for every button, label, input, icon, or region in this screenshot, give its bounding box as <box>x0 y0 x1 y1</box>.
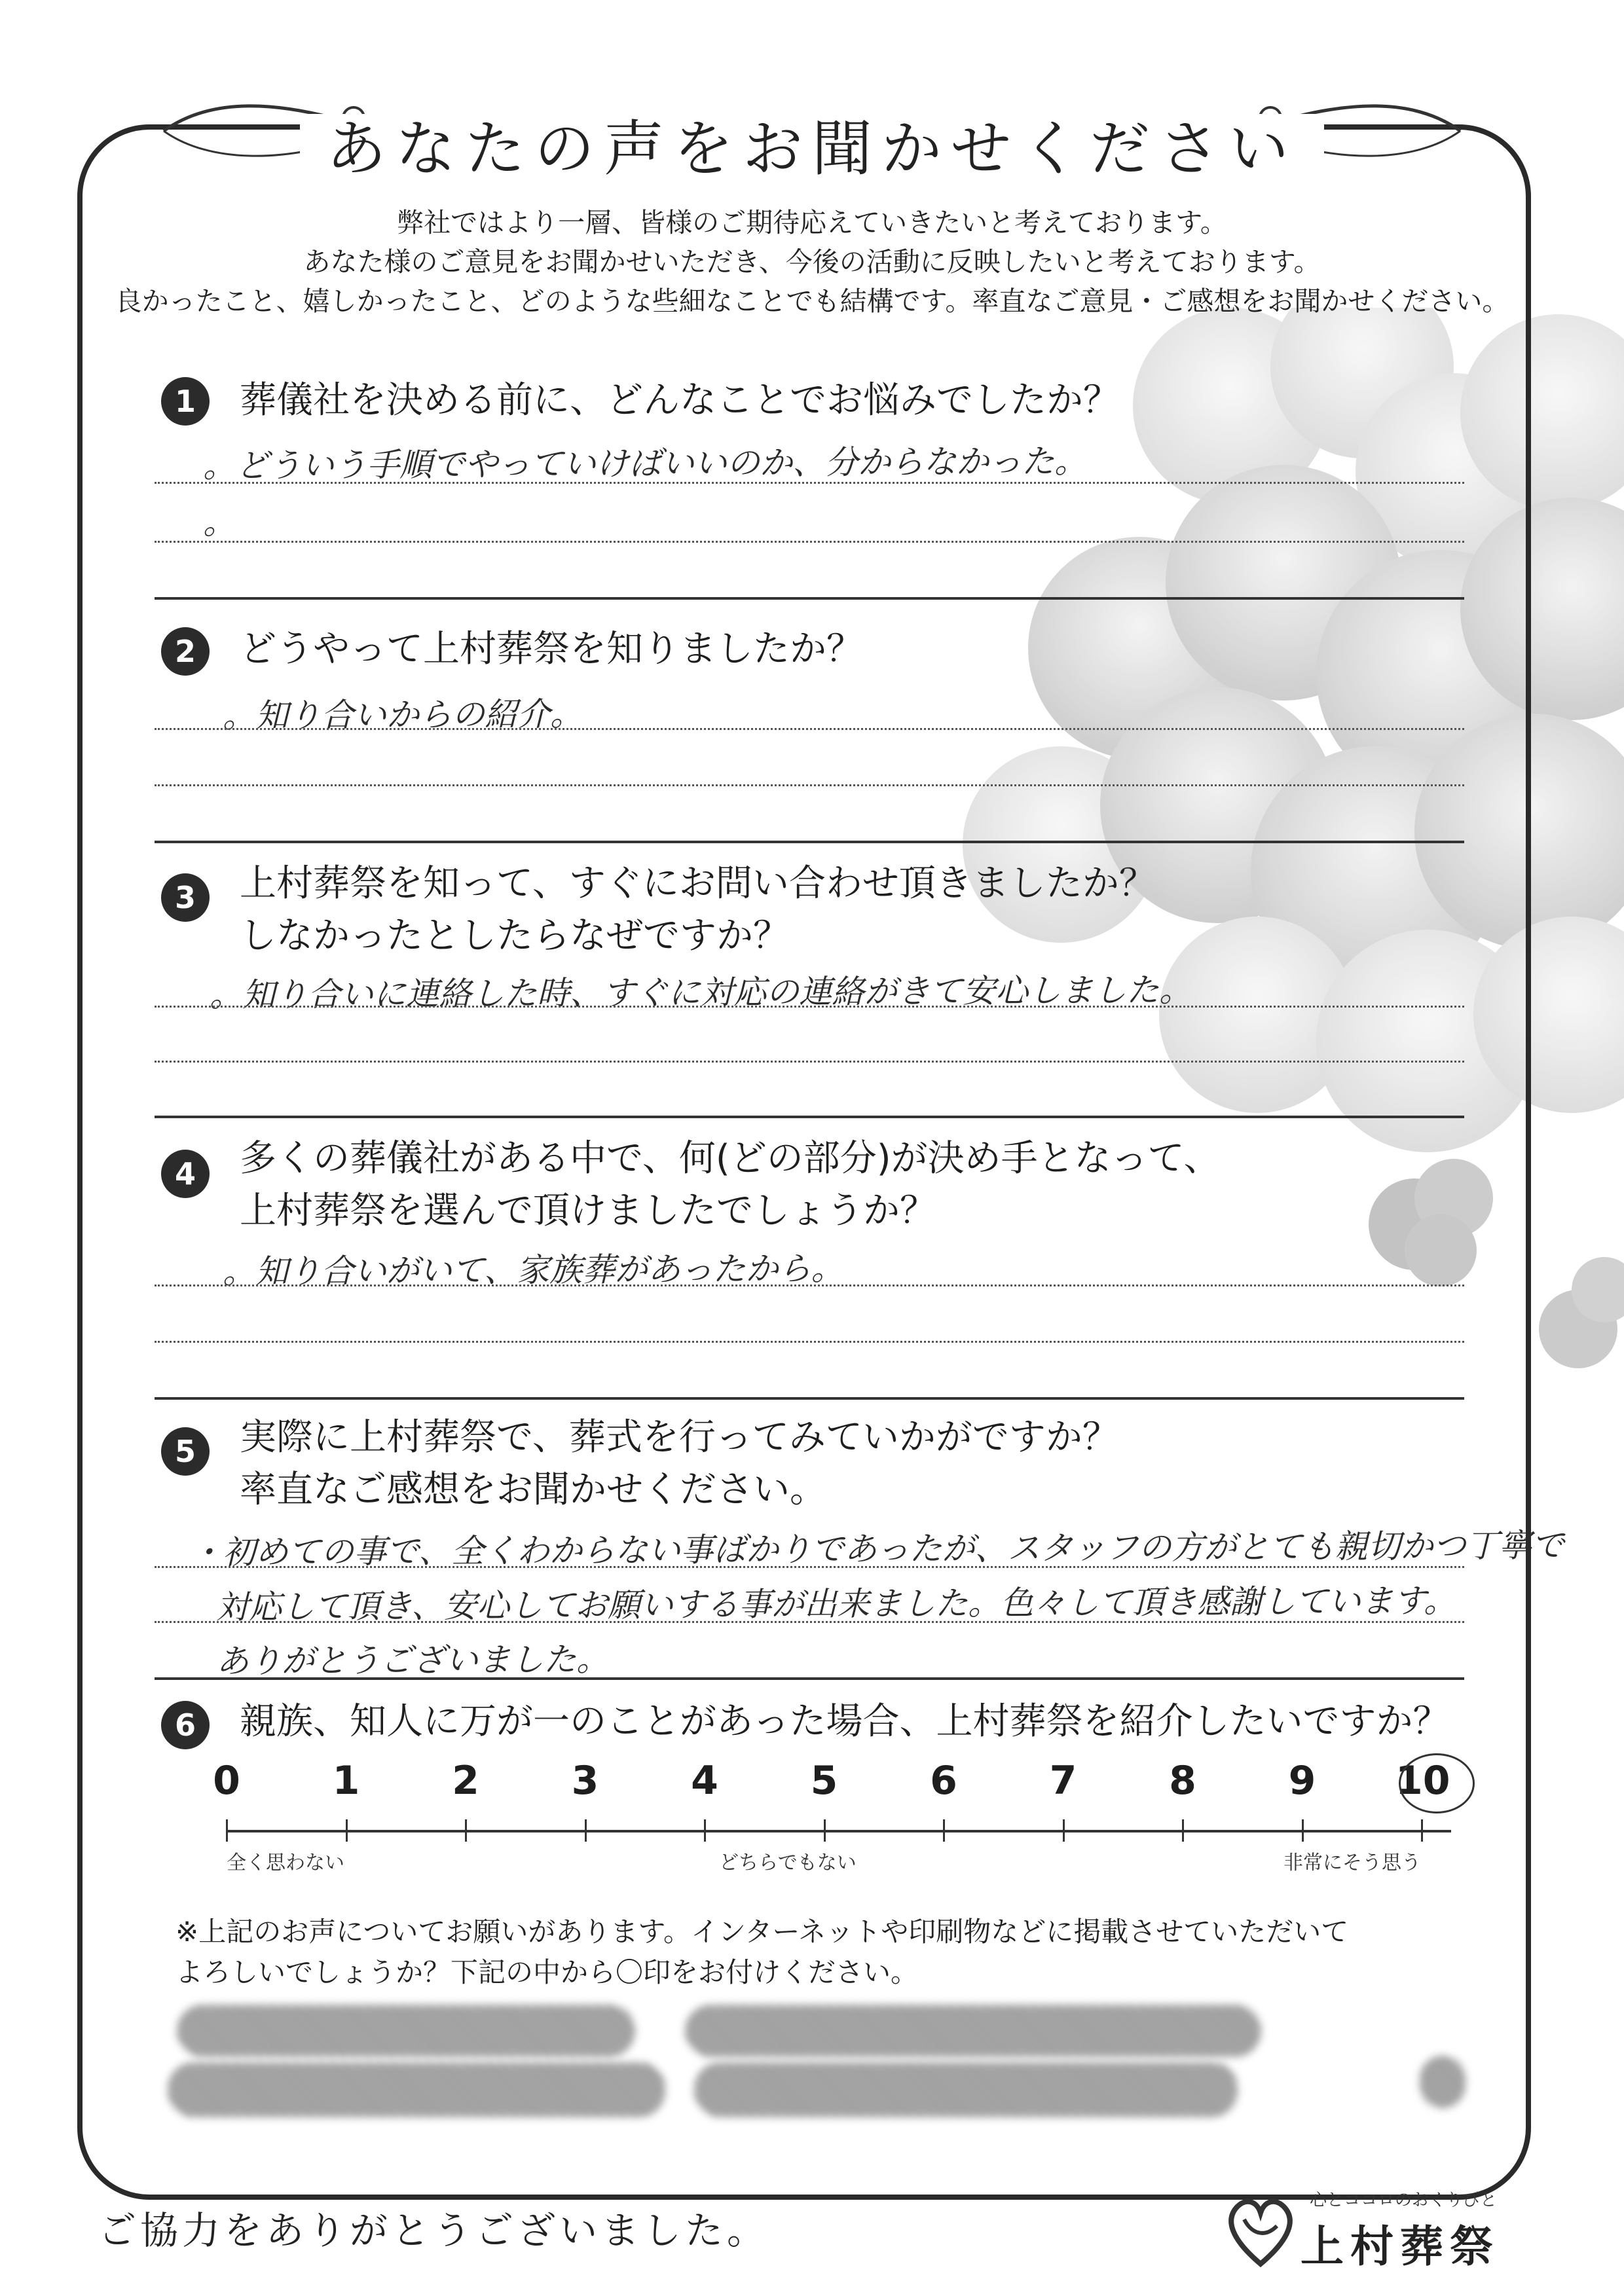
rating-scale-line <box>227 1830 1451 1832</box>
scale-tick <box>1063 1819 1065 1842</box>
answer-5-line-2: 対応して頂き、安心してお願いする事が出来ました。色々して頂き感謝しています。 <box>215 1582 1457 1626</box>
question-4-text-line-2: 上村葬祭を選んで頂けましたでしょうか？ <box>240 1190 936 1232</box>
answer-1-line-1: 。どういう手順でやっていけばいいのか、分からなかった。 <box>202 442 1088 485</box>
question-number-badge: 1 <box>161 377 210 426</box>
scale-number-2: 2 <box>452 1758 479 1804</box>
answer-rule <box>155 482 1464 484</box>
question-number-badge: 2 <box>161 627 210 676</box>
question-3-text-line-1: 上村葬祭を知って、すぐにお問い合わせ頂きましたか？ <box>240 862 1156 905</box>
thank-you-message: ご協力をありがとうございました。 <box>98 2208 769 2253</box>
scale-tick <box>1182 1819 1184 1842</box>
publication-notice <box>175 1912 1348 1993</box>
scale-number-9: 9 <box>1288 1758 1316 1804</box>
intro-line: 良かったこと、嬉しかったこと、どのような些細なことでも結構です。率直なご意見・ご感想をお聞かせください。 <box>115 285 1509 317</box>
section-divider <box>155 1116 1464 1118</box>
question-5-text-line-2: 率直なご感想をお聞かせください。 <box>240 1468 826 1511</box>
answer-rule <box>155 1566 1464 1568</box>
scale-number-3: 3 <box>571 1758 599 1804</box>
intro-line: 弊社ではより一層、皆様のご期待応えていきたいと考えております。 <box>397 207 1227 238</box>
question-6-text: 親族、知人に万が一のことがあった場合、上村葬祭を紹介したいですか？ <box>240 1700 1450 1743</box>
answer-rule <box>155 1621 1464 1623</box>
redacted-area <box>694 2062 1238 2117</box>
scale-tick <box>1302 1819 1304 1842</box>
section-divider <box>155 1397 1464 1400</box>
question-3-text-line-2: しなかったとしたらなぜですか？ <box>240 915 790 957</box>
answer-rule <box>155 1341 1464 1343</box>
question-number-badge: 3 <box>161 873 210 922</box>
scale-number-4: 4 <box>691 1758 718 1804</box>
answer-1-line-2: 。 <box>202 503 236 542</box>
scale-label-low: 全く思わない <box>227 1851 344 1874</box>
notice-line: よろしいでしょうか？下記の中から〇印をお付けください。 <box>175 1956 919 1988</box>
scale-tick <box>465 1819 467 1842</box>
scale-number-8: 8 <box>1169 1758 1196 1804</box>
answer-5-line-3: ありがとうございました。 <box>215 1640 610 1681</box>
question-4-text-line-1: 多くの葬儀社がある中で、何(どの部分)が決め手となって、 <box>240 1137 1221 1180</box>
answer-rule <box>155 541 1464 543</box>
scale-number-6: 6 <box>930 1758 957 1804</box>
section-divider <box>155 1677 1464 1680</box>
scale-tick <box>943 1819 945 1842</box>
answer-rule <box>155 1285 1464 1286</box>
redacted-area <box>1420 2056 1466 2108</box>
scale-tick <box>585 1819 587 1842</box>
selected-rating-circle <box>1399 1753 1475 1813</box>
question-number-badge: 4 <box>161 1150 210 1198</box>
scale-tick <box>346 1819 348 1842</box>
answer-rule <box>155 728 1464 730</box>
title-area <box>0 92 1624 196</box>
redacted-area <box>168 2062 665 2117</box>
scale-number-5: 5 <box>810 1758 838 1804</box>
scale-label-high: 非常にそう思う <box>1283 1851 1421 1874</box>
answer-3-line-1: 。知り合いに連絡した時、すぐに対応の連絡がきて安心しました。 <box>209 971 1192 1014</box>
question-number-badge: 5 <box>161 1427 210 1476</box>
heart-logo-icon <box>1218 2187 1303 2272</box>
answer-4-line-1: 。知り合いがいて、家族葬があったから。 <box>222 1249 844 1291</box>
question-2-text: どうやって上村葬祭を知りましたか？ <box>240 628 863 670</box>
answer-2-line-1: 。知り合いからの紹介。 <box>222 695 583 735</box>
section-divider <box>155 841 1464 843</box>
redacted-area <box>685 2005 1261 2057</box>
scale-tick <box>704 1819 706 1842</box>
scale-number-1: 1 <box>332 1758 360 1804</box>
answer-rule <box>155 1006 1464 1008</box>
redacted-area <box>177 2005 635 2057</box>
scale-label-mid: どちらでもない <box>719 1851 857 1874</box>
notice-line: ※上記のお声についてお願いがあります。インターネットや印刷物などに掲載させていただいて <box>175 1916 1349 1948</box>
answer-5-line-1: ・初めての事で、全くわからない事ばかりであったが、スタッフの方がとても親切かつ丁寧で <box>189 1526 1564 1572</box>
logo-tagline: 心とココロのおくりびと <box>1310 2191 1498 2210</box>
scale-tick <box>1421 1819 1423 1842</box>
question-1-text: 葬儀社を決める前に、どんなことでお悩みでしたか？ <box>240 379 1120 422</box>
scale-tick <box>226 1819 228 1842</box>
section-divider <box>155 597 1464 600</box>
intro-line: あなた様のご意見をお聞かせいただき、今後の活動に反映したいと考えております。 <box>303 246 1321 278</box>
answer-rule <box>155 1061 1464 1063</box>
page-title: あなたの声をお聞かせください <box>0 101 1624 187</box>
scale-number-0: 0 <box>213 1758 240 1804</box>
intro-text <box>105 203 1519 321</box>
scale-tick <box>824 1819 826 1842</box>
answer-rule <box>155 784 1464 786</box>
scale-number-7: 7 <box>1049 1758 1077 1804</box>
question-number-badge: 6 <box>161 1701 210 1749</box>
logo-name: 上村葬祭 <box>1301 2221 1500 2272</box>
scale-number-10: 10 <box>1395 1758 1450 1804</box>
question-5-text-line-1: 実際に上村葬祭で、葬式を行ってみていかがですか？ <box>240 1416 1119 1459</box>
